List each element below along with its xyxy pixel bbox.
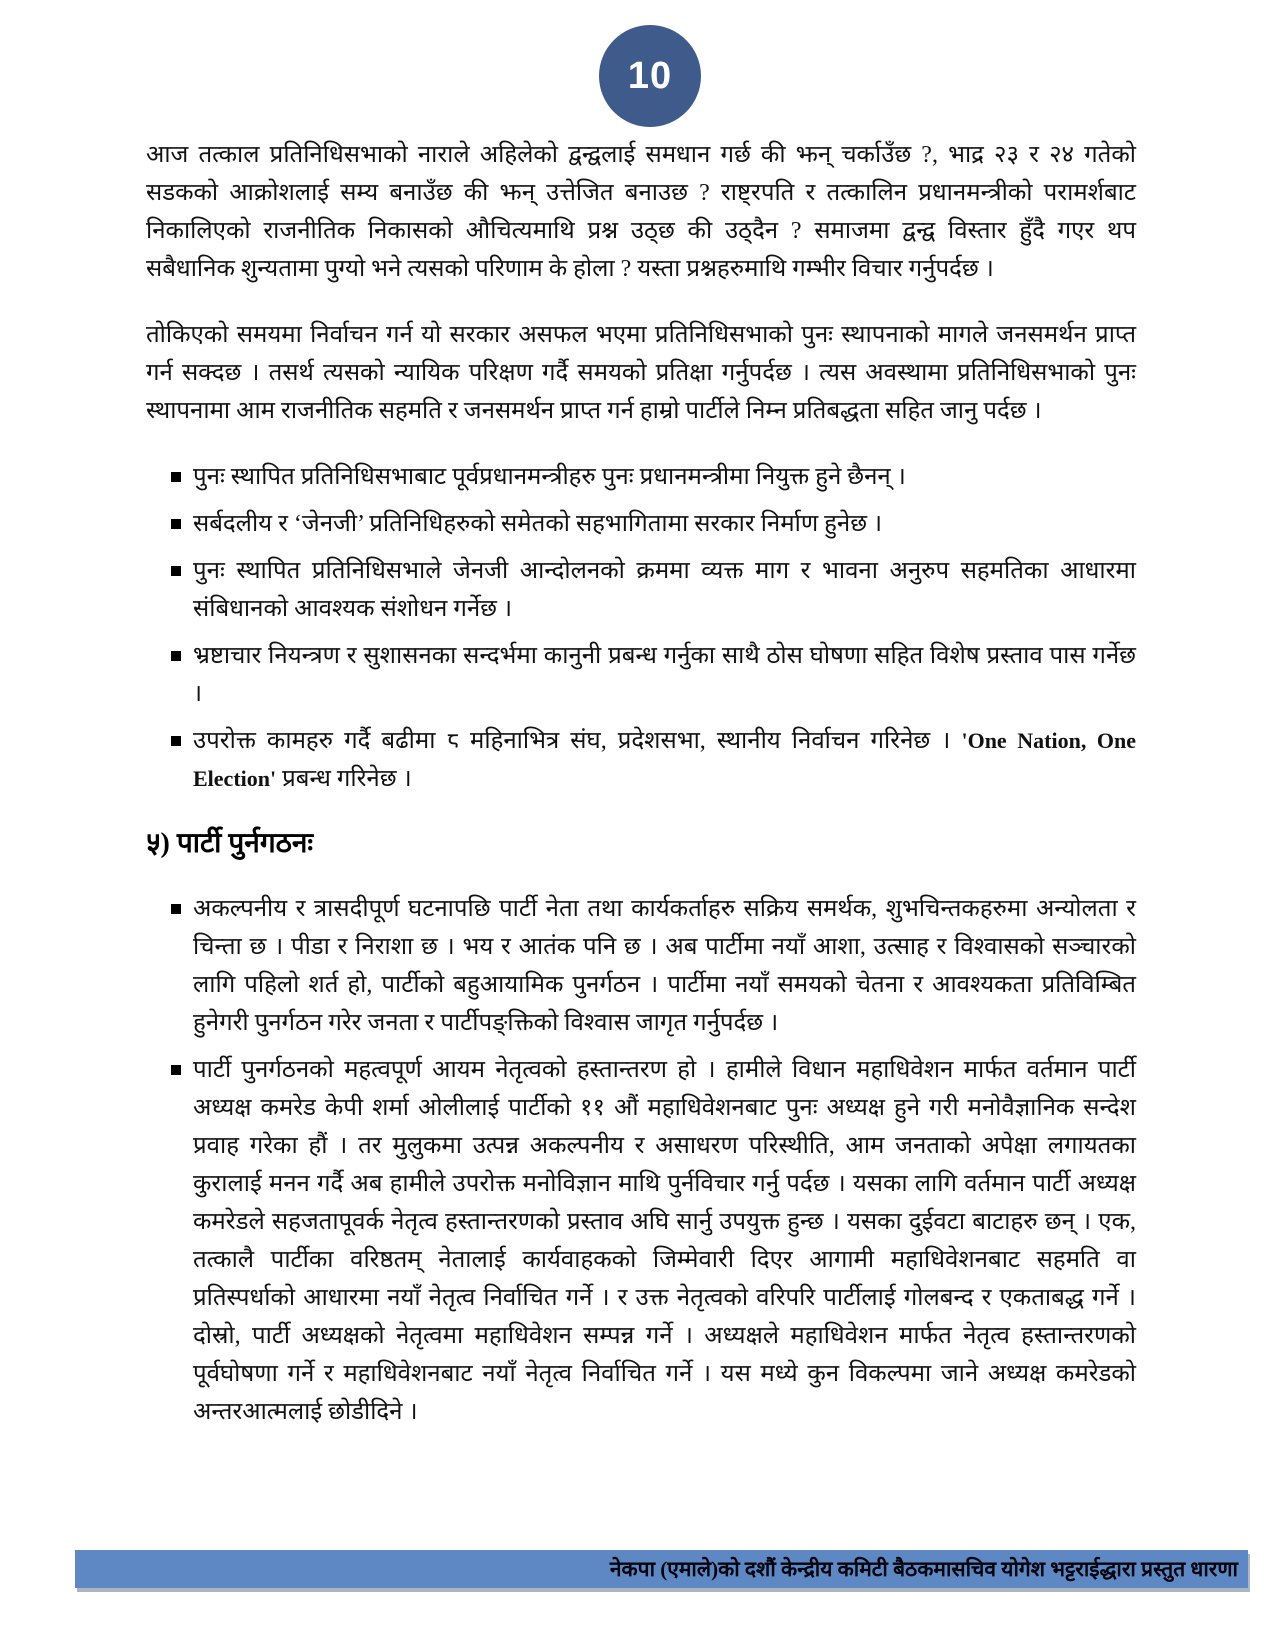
commitments-list (146, 458, 1136, 798)
paragraph: तोकिएको समयमा निर्वाचन गर्न यो सरकार असफल भएमा प्रतिनिधिसभाको पुनः स्थापनाको मागले जनसमर्थन प्राप्त गर्न सक्दछ । तसर्थ त्यसको न्यायिक परिक्षण गर्दै समयको प्रतिक्षा गर्नुपर्दछ । त्यस अवस्थामा प्रतिनिधिसभाको पुनः स्थापनामा आम राजनीतिक सहमति र जनसमर्थन प्राप्त गर्न हाम्रो पार्टीले निम्न प्रतिबद्धता सहित जानु पर्दछ । (146, 322, 1136, 424)
page-number-badge (599, 25, 701, 127)
list-item: पुनः स्थापित प्रतिनिधिसभाले जेनजी आन्दोलनको क्रममा व्यक्त माग र भावना अनुरुप सहमतिका आधारमा संबिधानको आवश्यक संशोधन गर्नेछ । (146, 552, 1136, 628)
page-number: 10 (627, 54, 673, 97)
section-heading: ५) पार्टी पुर्नगठनः (146, 828, 314, 859)
list-item: पार्टी पुनर्गठनको महत्वपूर्ण आयम नेतृत्वको हस्तान्तरण हो । हामीले विधान महाधिवेशन मार्फत वर्तमान पार्टी अध्यक्ष कमरेड केपी शर्मा ओलीलाई पार्टीको ११ औं महाधिवेशनबाट पुनः अध्यक्ष हुने गरी मनोवैज्ञानिक सन्देश प्रवाह गरेका हौं । तर मुलुकमा उत्पन्न अकल्पनीय र असाधरण परिस्थीति, आम जनताको अपेक्षा लगायतका कुरालाई मनन गर्दै अब हामीले उपरोक्त मनोविज्ञान माथि पुर्नविचार गर्नु पर्दछ । यसका लागि वर्तमान पार्टी अध्यक्ष कमरेडले सहजतापूवर्क नेतृत्व हस्तान्तरणको प्रस्ताव अघि सार्नु उपयुक्त हुन्छ । यसका दुईवटा बाटाहरु छन् । एक, तत्कालै पार्टीका वरिष्ठतम् नेतालाई कार्यवाहकको जिम्मेवारी दिएर आगामी महाधिवेशनबाट सहमति वा प्रतिस्पर्धाको आधारमा नयाँ नेतृत्व निर्वाचित गर्ने । र उक्त नेतृत्वको वरिपरि पार्टीलाई गोलबन्द र एकताबद्ध गर्ने । दोस्रो, पार्टी अध्यक्षको नेतृत्वमा महाधिवेशन सम्पन्न गर्ने । अध्यक्षले महाधिवेशन मार्फत नेतृत्व हस्तान्तरणको पूर्वघोषणा गर्ने र महाधिवेशनबाट नयाँ नेतृत्व निर्वाचित गर्ने । यस मध्ये कुन विकल्पमा जाने अध्यक्ष कमरेडको अन्तरआत्मलाई छोडीदिने । (146, 1051, 1136, 1431)
footer-text: नेकपा (एमाले)को दशौं केन्द्रीय कमिटी बैठकमासचिव योगेश भट्टराईद्धारा प्रस्तुत धारणा (609, 1557, 1238, 1581)
page-content (146, 136, 1136, 1457)
list-item: पुनः स्थापित प्रतिनिधिसभाबाट पूर्वप्रधानमन्त्रीहरु पुनः प्रधानमन्त्रीमा नियुक्त हुने छैनन् । (146, 458, 1136, 496)
list-item-text: उपरोक्त कामहरु गर्दै बढीमा ८ महिनाभित्र संघ, प्रदेशसभा, स्थानीय निर्वाचन गरिनेछ । (193, 728, 951, 754)
list-item: अकल्पनीय र त्रासदीपूर्ण घटनापछि पार्टी नेता तथा कार्यकर्ताहरु सक्रिय समर्थक, शुभचिन्तकहरुमा अन्योलता र चिन्ता छ । पीडा र निराशा छ । भय र आतंक पनि छ । अब पार्टीमा नयाँ आशा, उत्साह र विश्वासको सञ्चारको लागि पहिलो शर्त हो, पार्टीको बहुआयामिक पुनर्गठन । पार्टीमा नयाँ समयको चेतना र आवश्यकता प्रतिविम्बित हुनेगरी पुनर्गठन गरेर जनता र पार्टीपङ्क्तिको विश्वास जागृत गर्नुपर्दछ । (146, 890, 1136, 1042)
paragraph: आज तत्काल प्रतिनिधिसभाको नाराले अहिलेको द्वन्द्वलाई समधान गर्छ की झन् चर्काउँछ ?, भाद्र २३ र २४ गतेको सडकको आक्रोशलाई सम्य बनाउँछ की झन् उत्तेजित बनाउछ ? राष्ट्रपति र तत्कालिन प्रधानमन्त्रीको परामर्शबाट निकालिएको राजनीतिक निकासको औचित्यमाथि प्रश्न उठ्छ की उठ्दैन ? समाजमा द्वन्द्व विस्तार हुँदै गएर थप सबैधानिक शुन्यतामा पुग्यो भने त्यसको परिणाम के होला ? यस्ता प्रश्नहरुमाथि गम्भीर विचार गर्नुपर्दछ । (146, 142, 1136, 282)
list-item: भ्रष्टाचार नियन्त्रण र सुशासनका सन्दर्भमा कानुनी प्रबन्ध गर्नुका साथै ठोस घोषणा सहित विशेष प्रस्ताव पास गर्नेछ । (146, 637, 1136, 713)
reorganization-list (146, 890, 1136, 1431)
list-item-text: प्रबन्ध गरिनेछ । (282, 766, 412, 792)
list-item (146, 722, 1136, 798)
footer-bar (75, 1550, 1248, 1588)
list-item: सर्बदलीय र ‘जेनजी’ प्रतिनिधिहरुको समेतको सहभागितामा सरकार निर्माण हुनेछ । (146, 505, 1136, 543)
english-phrase: 'One Nation, One Election' (193, 728, 1137, 791)
